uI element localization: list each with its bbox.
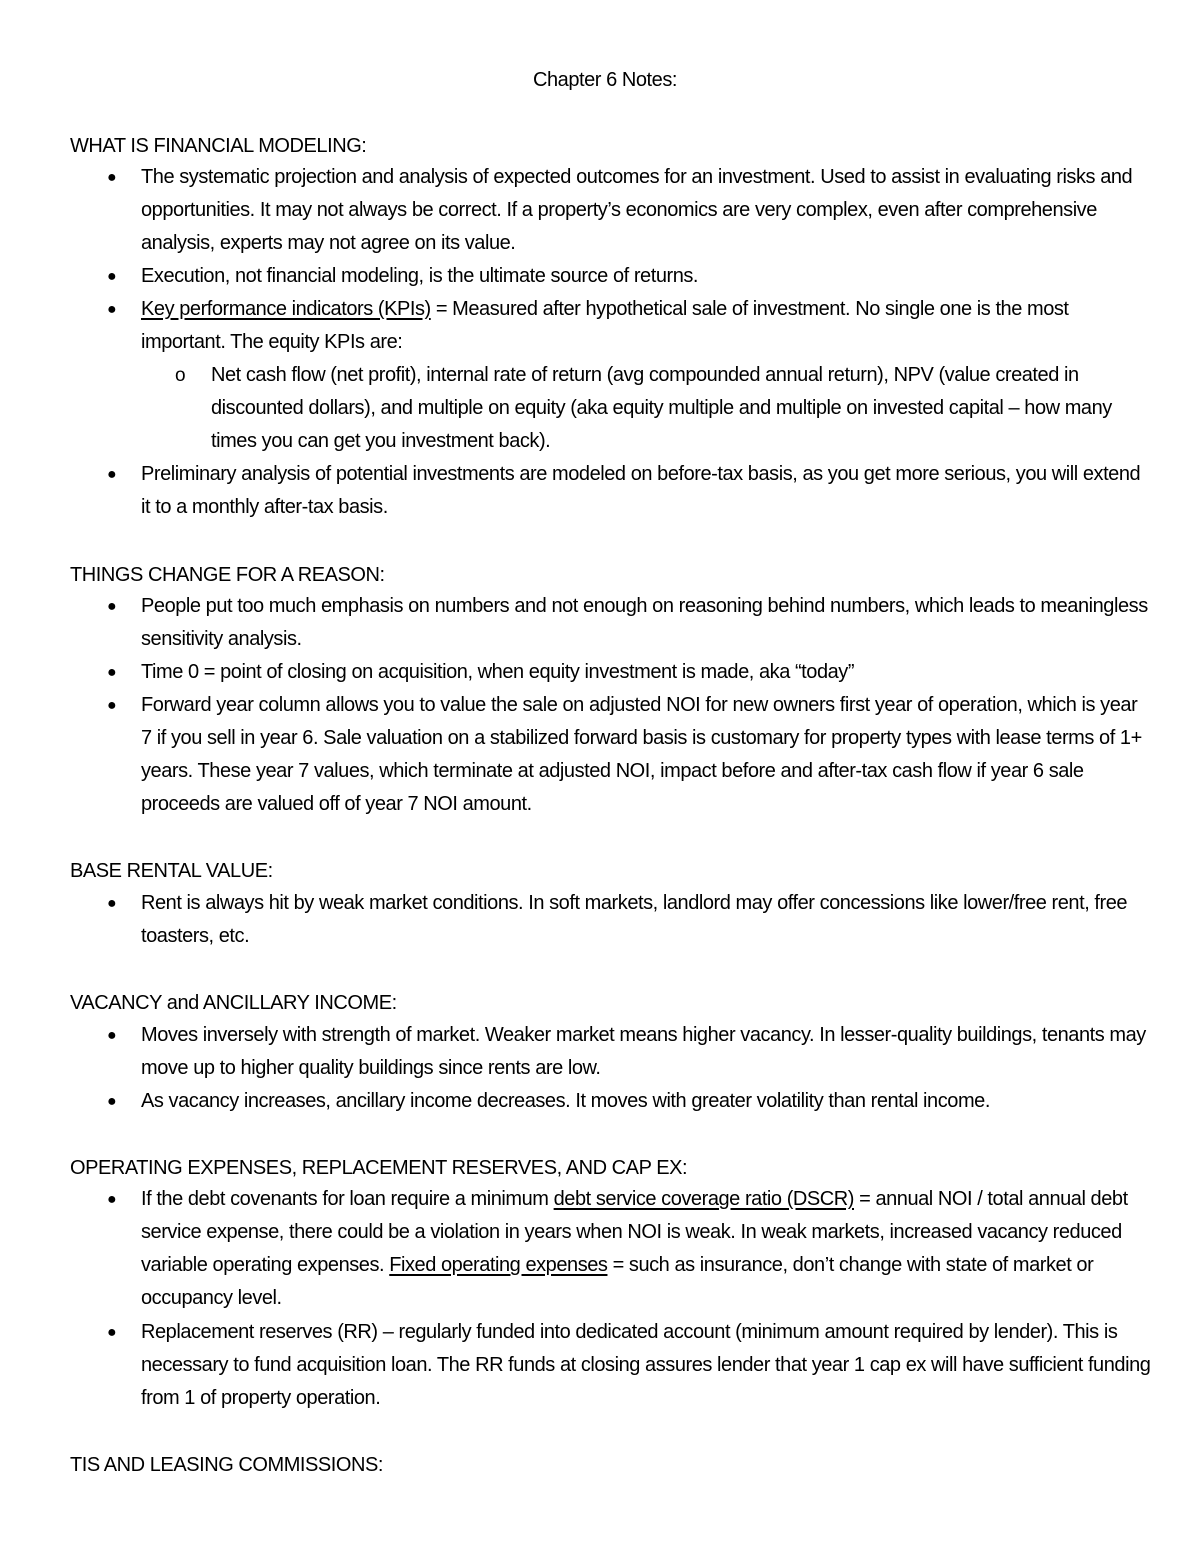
bullet-icon: ● <box>107 301 117 318</box>
section-heading-things-change: THINGS CHANGE FOR A REASON: <box>70 564 385 586</box>
section-heading-base-rental-value: BASE RENTAL VALUE: <box>70 860 273 882</box>
list-item: ● If the debt covenants for loan require a minimum debt service coverage ratio (DSCR) = annual NOI / total annual debt service expense, there could be a violation in years when NOI is weak. In weak markets, increased vacancy reduced variable operating expenses. Fixed operating expenses = such as insurance, don’t change with state of market or occupancy level. <box>141 1183 1151 1315</box>
fixed-opex-term: Fixed operating expenses <box>389 1254 608 1276</box>
list-item: ● Forward year column allows you to value the sale on adjusted NOI for new owners first year of operation, which is year 7 if you sell in year 6. Sale valuation on a stabilized forward basis is customary for property types with lease terms of 1+ years. These year 7 values, which terminate at adjusted NOI, impact before and after-tax cash flow if year 6 sale proceeds are valued off of year 7 NOI amount. <box>141 689 1151 821</box>
bullet-icon: ● <box>107 598 117 615</box>
list-item: ● Moves inversely with strength of market. Weaker market means higher vacancy. In lesser-quality buildings, tenants may move up to higher quality buildings since rents are low. <box>141 1019 1151 1085</box>
sub-list-item: o Net cash flow (net profit), internal rate of return (avg compounded annual return), NPV (value created in discounted dollars), and multiple on equity (aka equity multiple and multiple on invested capital – how many times you can get you investment back). <box>211 359 1131 458</box>
document-title: Chapter 6 Notes: <box>533 69 677 91</box>
bullet-icon: ● <box>107 1324 117 1341</box>
circle-bullet-icon: o <box>175 365 186 386</box>
list-item: ● Time 0 = point of closing on acquisition, when equity investment is made, aka “today” <box>141 656 1151 689</box>
list-item: ● Preliminary analysis of potential investments are modeled on before-tax basis, as you get more serious, you will extend it to a monthly after-tax basis. <box>141 458 1151 524</box>
list-item: ● People put too much emphasis on numbers and not enough on reasoning behind numbers, which leads to meaningless sensitivity analysis. <box>141 590 1151 656</box>
section-heading-financial-modeling: WHAT IS FINANCIAL MODELING: <box>70 135 367 157</box>
list-item: ● Replacement reserves (RR) – regularly funded into dedicated account (minimum amount required by lender). This is necessary to fund acquisition loan. The RR funds at closing assures lender that year 1 cap ex will have sufficient funding from 1 of property operation. <box>141 1316 1151 1415</box>
section-heading-tis-leasing: TIS AND LEASING COMMISSIONS: <box>70 1454 384 1476</box>
list-item: ● The systematic projection and analysis of expected outcomes for an investment. Used to assist in evaluating risks and opportunities. It may not always be correct. If a property’s economics are very complex, even after comprehensive analysis, experts may not agree on its value. <box>141 161 1151 260</box>
section-heading-vacancy: VACANCY and ANCILLARY INCOME: <box>70 992 397 1014</box>
bullet-icon: ● <box>107 895 117 912</box>
list-item: ● Execution, not financial modeling, is the ultimate source of returns. <box>141 260 1151 293</box>
bullet-icon: ● <box>107 697 117 714</box>
list-item: ● Rent is always hit by weak market conditions. In soft markets, landlord may offer concessions like lower/free rent, free toasters, etc. <box>141 887 1151 953</box>
bullet-icon: ● <box>107 664 117 681</box>
bullet-icon: ● <box>107 1027 117 1044</box>
bullet-icon: ● <box>107 1191 117 1208</box>
bullet-icon: ● <box>107 268 117 285</box>
section-heading-operating-expenses: OPERATING EXPENSES, REPLACEMENT RESERVES, AND CAP EX: <box>70 1157 688 1179</box>
list-item: ● Key performance indicators (KPIs) = Measured after hypothetical sale of investment. No single one is the most important. The equity KPIs are: <box>141 293 1151 359</box>
dscr-term: debt service coverage ratio (DSCR) <box>553 1188 854 1210</box>
bullet-icon: ● <box>107 169 117 186</box>
bullet-icon: ● <box>107 1093 117 1110</box>
bullet-icon: ● <box>107 466 117 483</box>
list-item: ● As vacancy increases, ancillary income decreases. It moves with greater volatility than rental income. <box>141 1085 1151 1118</box>
kpi-term: Key performance indicators (KPIs) <box>141 298 431 320</box>
